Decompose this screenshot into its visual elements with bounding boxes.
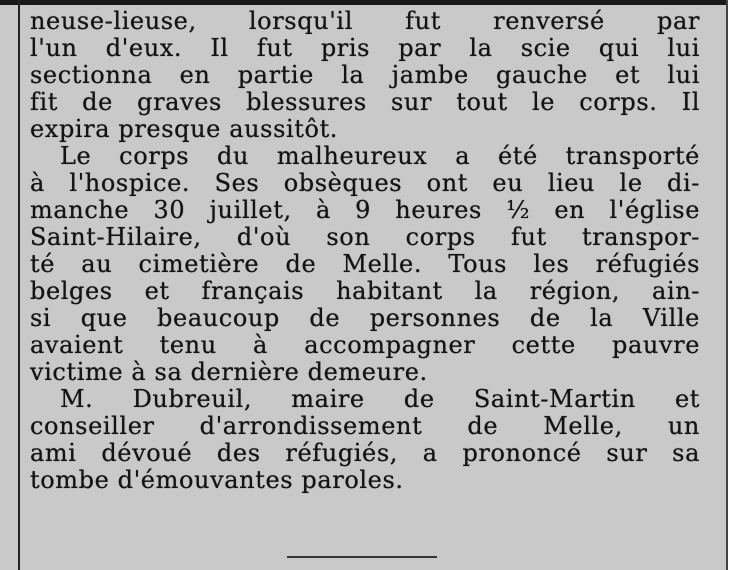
article-line: sectionna en partie la jambe gauche et lui — [30, 61, 700, 89]
article-line: Saint-Hilaire, d'où son corps fut transpor- — [30, 223, 700, 251]
article-line: té au cimetière de Melle. Tous les réfugiés — [30, 250, 700, 278]
article-line: Le corps du malheureux a été transporté — [60, 142, 700, 170]
article-line: ami dévoué des réfugiés, a prononcé sur sa — [30, 439, 700, 467]
article-line: belges et français habitant la région, ain- — [30, 277, 700, 305]
scan-right-margin — [728, 0, 734, 570]
article-line: expira presque aussitôt. — [30, 115, 339, 143]
article-line: à l'hospice. Ses obsèques ont eu lieu le di- — [30, 169, 700, 197]
article-line: si que beaucoup de personnes de la Ville — [30, 304, 700, 332]
article-line: neuse-lieuse, lorsqu'il fut renversé par — [30, 7, 700, 35]
article-text — [30, 8, 700, 494]
article-line: avaient tenu à accompagner cette pauvre — [30, 331, 700, 359]
article-line: tombe d'émouvantes paroles. — [30, 466, 404, 494]
article-line: manche 30 juillet, à 9 heures ½ en l'église — [30, 196, 700, 224]
column-rule — [18, 0, 20, 570]
article-line: victime à sa dernière demeure. — [30, 358, 428, 386]
article-line: fit de graves blessures sur tout le corps. Il — [30, 88, 700, 116]
article-line: M. Dubreuil, maire de Saint-Martin et — [60, 385, 700, 413]
article-line: conseiller d'arrondissement de Melle, un — [30, 412, 700, 440]
section-separator-rule — [287, 556, 437, 558]
scan-top-border — [0, 0, 734, 5]
article-line: l'un d'eux. Il fut pris par la scie qui lui — [30, 34, 700, 62]
